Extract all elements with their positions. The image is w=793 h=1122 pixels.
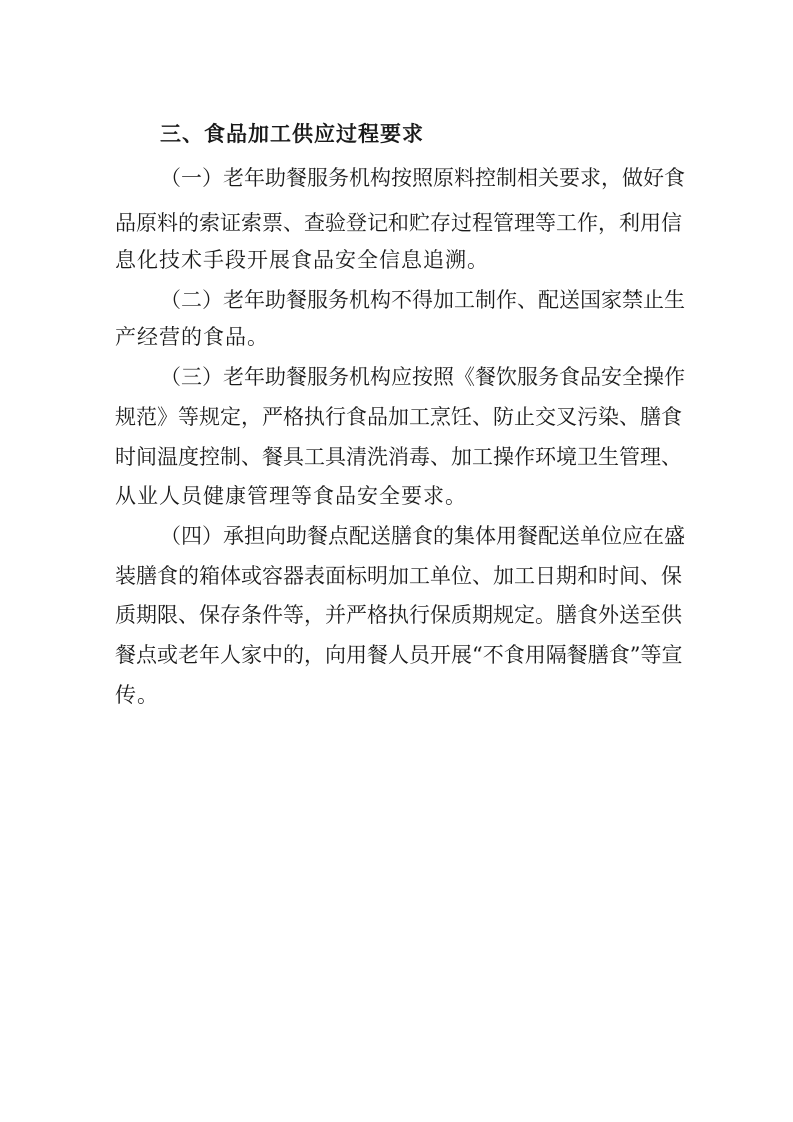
paragraph-1-line-3: 息化技术手段开展食品安全信息追溯。 — [115, 248, 489, 272]
paragraph-3-line-2: 规范》等规定，严格执行食品加工烹饪、防止交叉污染、膳食 — [115, 405, 682, 429]
paragraph-4-line-3: 质期限、保存条件等，并严格执行保质期规定。膳食外送至供 — [115, 603, 682, 627]
paragraph-1-line-2: 品原料的索证索票、查验登记和贮存过程管理等工作，利用信 — [115, 211, 682, 235]
paragraph-4-line-5: 传。 — [115, 683, 159, 707]
paragraph-4-line-1: （四）承担向助餐点配送膳食的集体用餐配送单位应在盛 — [160, 524, 685, 548]
paragraph-2-line-1: （二）老年助餐服务机构不得加工制作、配送国家禁止生 — [160, 288, 685, 312]
paragraph-3-line-4: 从业人员健康管理等食品安全要求。 — [115, 484, 467, 508]
section-heading: 三、食品加工供应过程要求 — [160, 122, 424, 146]
paragraph-3-line-3: 时间温度控制、餐具工具清洗消毒、加工操作环境卫生管理、 — [115, 445, 682, 469]
paragraph-2-line-2: 产经营的食品。 — [115, 325, 269, 349]
paragraph-1-line-1: （一）老年助餐服务机构按照原料控制相关要求，做好食 — [160, 166, 685, 190]
paragraph-4-line-4: 餐点或老年人家中的，向用餐人员开展“不食用隔餐膳食”等宣 — [115, 643, 683, 667]
paragraph-3-line-1: （三）老年助餐服务机构应按照《餐饮服务食品安全操作 — [160, 365, 685, 389]
paragraph-4-line-2: 装膳食的箱体或容器表面标明加工单位、加工日期和时间、保 — [115, 564, 682, 588]
